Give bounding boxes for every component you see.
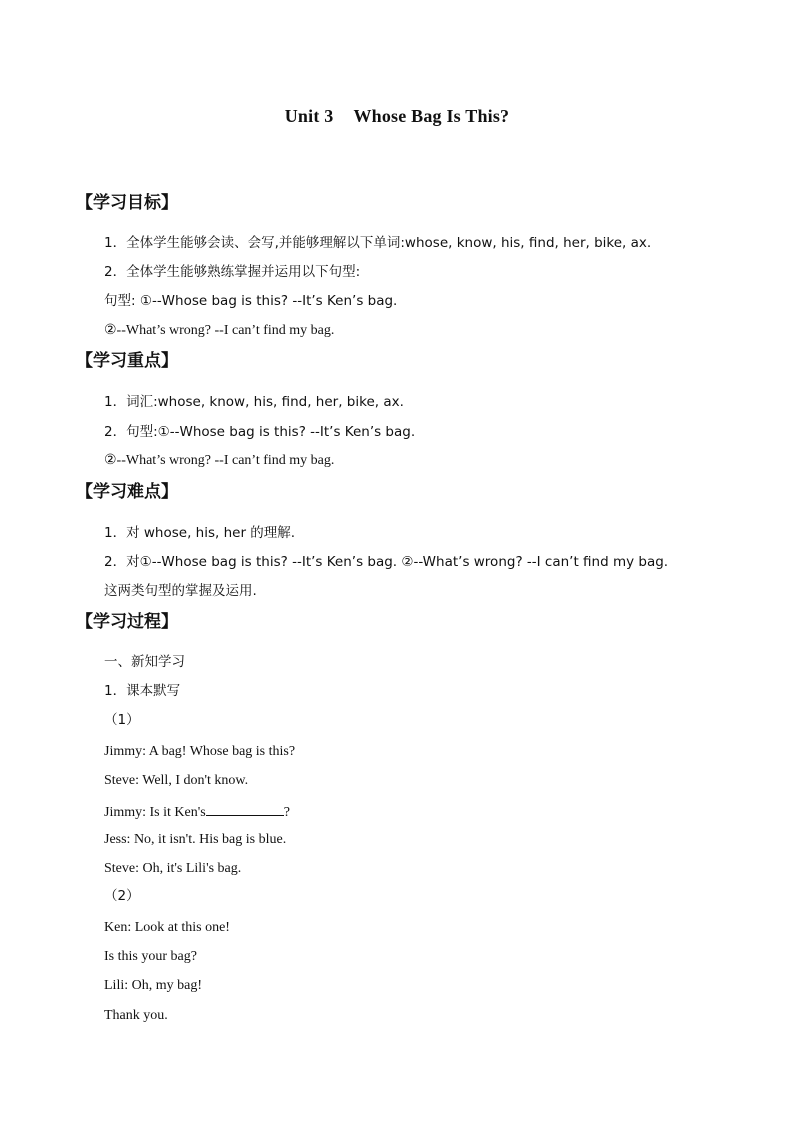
section-heading-process: 【学习过程】 [76,612,178,632]
goals-item-2: 2．全体学生能够熟练掌握并运用以下句型: [104,264,361,280]
goals-pattern-2: ②--What’s wrong? --I can’t find my bag. [104,323,335,338]
dialogue-1-line-5: Steve: Oh, it's Lili's bag. [104,861,242,876]
unit-number: Unit 3 [284,106,334,126]
key-points-item-2: 2．句型:①--Whose bag is this? --It’s Ken’s bag. [104,424,416,440]
process-step-label: 1．课本默写 [104,683,181,699]
document-title [0,106,794,127]
dialogue-1-line-2: Steve: Well, I don't know. [104,773,249,788]
key-points-item-1: 1．词汇:whose, know, his, find, her, bike, ax. [104,394,404,410]
dialogue-1-line-3 [104,801,290,822]
dialogue-1-number: （1） [104,712,140,728]
difficulties-item-2: 2．对①--Whose bag is this? --It’s Ken’s bag. ②--What’s wrong? --I can’t find my bag. [104,554,669,570]
process-part-label: 一、新知学习 [104,654,185,670]
dialogue-1-line-4: Jess: No, it isn't. His bag is blue. [104,832,287,847]
section-heading-goals: 【学习目标】 [76,193,178,213]
dialogue-2-line-3: Lili: Oh, my bag! [104,978,202,993]
key-points-item-3: ②--What’s wrong? --I can’t find my bag. [104,453,335,468]
dialogue-2-line-4: Thank you. [104,1008,168,1023]
dialogue-2-line-1: Ken: Look at this one! [104,920,230,935]
section-heading-key-points: 【学习重点】 [76,351,178,371]
dialogue-1-line-1: Jimmy: A bag! Whose bag is this? [104,744,296,759]
dialogue-1-line-3-text: Jimmy: Is it Ken's [104,805,206,820]
dialogue-2-line-2: Is this your bag? [104,949,197,964]
unit-title: Whose Bag Is This? [353,106,510,126]
difficulties-item-1: 1．对 whose, his, her 的理解. [104,525,296,541]
goals-pattern-1: 句型: ①--Whose bag is this? --It’s Ken’s bag. [104,293,398,309]
difficulties-item-3: 这两类句型的掌握及运用. [104,583,257,599]
section-heading-difficulties: 【学习难点】 [76,482,178,502]
goals-item-1: 1．全体学生能够会读、会写,并能够理解以下单词:whose, know, his, find, her, bike, ax. [104,235,652,251]
dialogue-1-line-3-suffix: ? [283,805,290,820]
fill-in-blank[interactable] [206,801,284,816]
dialogue-2-number: （2） [104,888,140,904]
